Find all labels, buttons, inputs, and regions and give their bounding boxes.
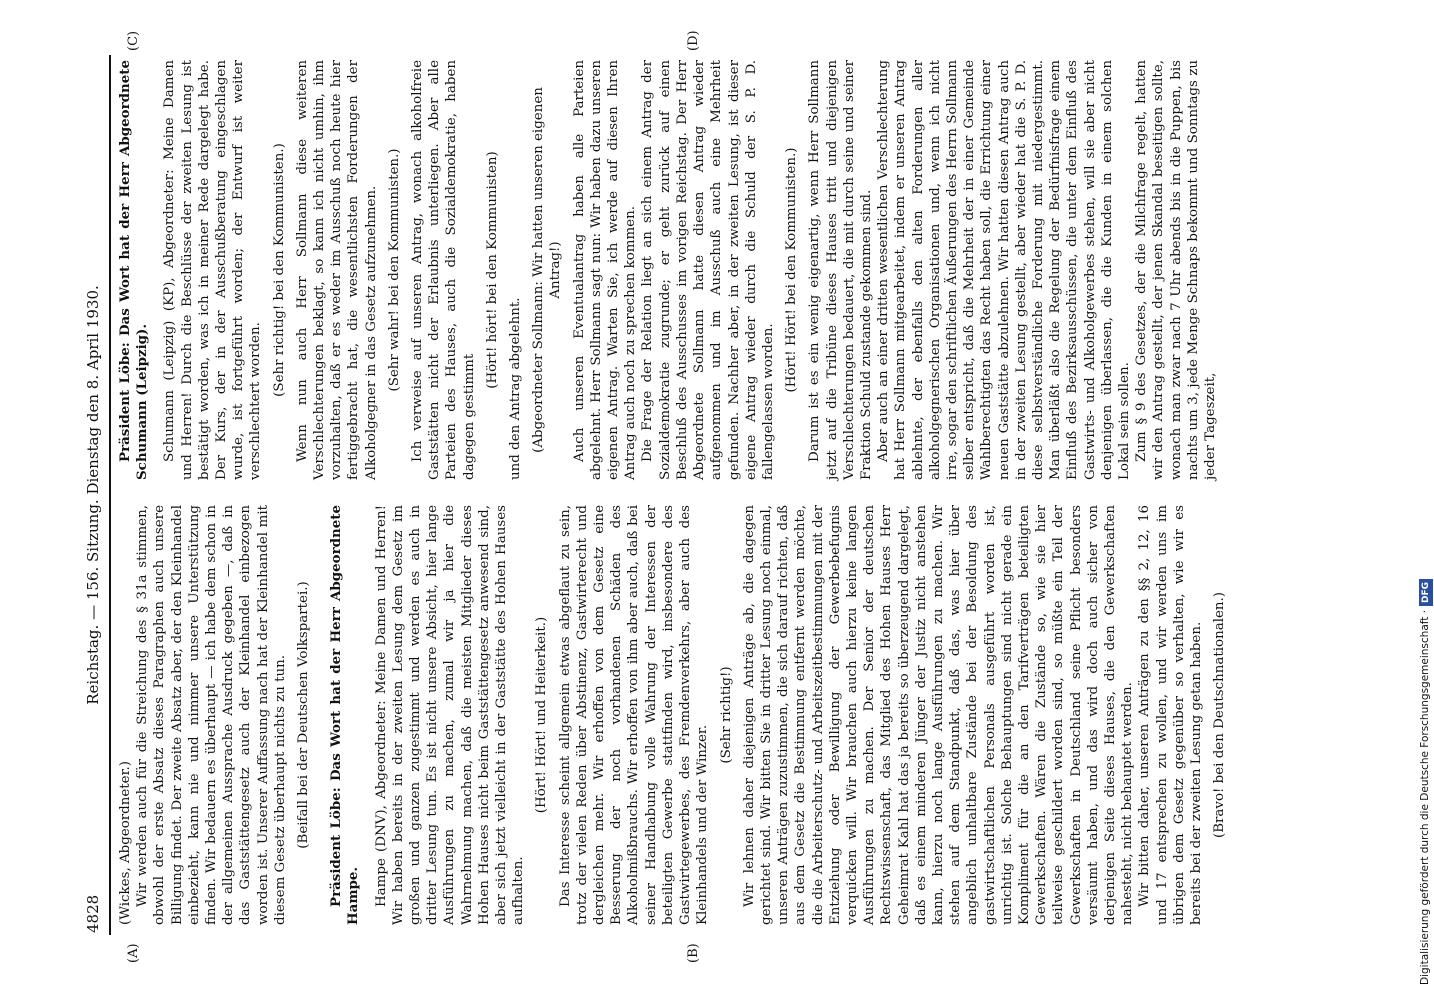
right-p2: Schumann (Leipzig) (KP), Abgeordneter: Meine Damen und Herren! Durch die Beschlüsse der zweiten Lesung ist bestätigt worden, was ich in meiner Rede dargelegt habe. Der Kurs, der in der Ausschußberatung eingeschlagen wurde, ist fortgeführt worden; der Entwurf ist weiter verschlechtert worden. [162,60,264,480]
right-p10: Auch unseren Eventualantrag haben alle Parteien abgelehnt. Herr Sollmann sagt nun: Wir haben dazu unseren eigenen Antrag. Warten Sie, ich werde auf diesen Ihren Antrag auch noch zu sprechen kommen. [571,60,639,480]
right-p5: (Sehr wahr! bei den Kommunisten.) [386,148,402,392]
margin-marker-a: (A) [126,943,141,963]
right-p4: Wenn nun auch Herr Sollmann diese weiteren Verschlechterungen beklagt, so kann ich nicht umhin, ihm vorzuhalten, daß er es weder im Ausschuß noch heute hier fertiggebracht hat, die wesentlichsten Forderungen der Alkoholgegner in das Gesetz aufzunehmen. [294,60,379,480]
right-p12: (Hört! Hört! bei den Kommunisten.) [784,147,800,393]
left-p0: (Wickes, Abgeordneter.) [118,761,133,925]
right-p6: Ich verweise auf unseren Antrag, wonach alkoholfreie Gaststätten nicht der Erlaubnis unterliegen. Aber alle Parteien des Hauses, auch die Sozialdemokratie, haben dagegen gestimmt [410,60,477,480]
margin-marker-d: (D) [686,30,701,51]
page-header [85,55,109,935]
left-p3: Präsident Löbe: Das Wort hat der Herr Abgeordnete Hampe. [328,505,362,925]
dfg-logo: DFG [1419,579,1433,606]
right-column [117,60,1219,480]
page-number: 4828 [84,894,102,933]
left-p6: Das Interesse scheint allgemein etwas abgeflaut zu sein, trotz der vielen Reden über Abstinenz, Gastwirterecht und dergleichen mehr. Wir erhoffen von dem Gesetz eine Besserung der noch vorhandenen Schäden des Alkoholmißbrauchs. Wir erhoffen von ihm aber auch, daß bei seiner Handhabung volle Wahrung der Interessen der beteiligten Gewerbe stattfinden wird, insbesondere des Gastwirtegewerbes, des Fremdenverkehrs, aber auch des Kleinhandels und der Winzer. [557,505,711,925]
header-rule [109,55,111,935]
left-p9: Wir bitten daher, unseren Anträgen zu den §§ 2, 12, 16 und 17 entsprechen zu wollen, und wir werden uns im übrigen dem Gesetz gegenüber so verhalten, wie wir es bereits bei der zweiten Lesung getan haben. [1137,505,1204,925]
left-column [117,505,1234,925]
digitization-credit [1418,15,1432,985]
left-p4: Hampe (DNV), Abgeordneter: Meine Damen und Herren! Wir haben bereits in der zweiten Lesung dem Gesetz im großen und ganzen zugestimmt und werden es auch in dritter Lesung tun. Es ist nicht unsere Absicht, hier lange Ausführungen zu machen, zumal wir ja hier die Wahrnehmung machen, daß die meisten Mitglieder dieses Hohen Hauses nicht beim Gaststättengesetz anwesend sind, aber sich jetzt vielleicht in der Gaststätte des Hohen Hauses aufhalten. [373,505,527,925]
right-p9: (Abgeordneter Sollmann: Wir hatten unseren eigenen Antrag!) [531,87,564,453]
left-p8: Wir lehnen daher diejenigen Anträge ab, die dagegen gerichtet sind. Wir bitten Sie in dritter Lesung noch einmal, unseren Anträgen zuzustimmen, die sich darauf richten, daß aus dem Gesetz die Bestimmung entfernt werden möchte, die die Arbeiterschutz- und Arbeitszeitbestimmungen mit der Entziehung oder Bewilligung der Gewerbebefugnis verquicken will. Wir brauchen auch hierzu keine langen Ausführungen zu machen. Der Senior der deutschen Rechtswissenschaft, das Mitglied des Hohen Hauses Herr Geheimrat Kahl hat das ja bereits so überzeugend dargelegt, daß es einem minderen Jünger der Justiz nicht anstehen kann, hierzu noch lange Ausführungen zu machen. Wir stehen auf dem Standpunkt, daß das, was hier über angeblich unhaltbare Zustände bei der Besoldung des gastwirtschaftlichen Personals ausgeführt worden ist, unrichtig ist. Solche Behauptungen sind nicht gerade ein Kompliment für die an den Tarifverträgen beteiligten Gewerkschaften. Wären die Zustände so, wie sie hier teilweise geschildert worden sind, so müßte ein Teil der Gewerkschaften in Deutschland seine Pflicht besonders versäumt haben, und das wird doch auch sicher von derjenigen Seite dieses Hauses, die den Gewerkschaften nahesteht, nicht behauptet werden. [741,505,1136,925]
right-p8: und den Antrag abgelehnt. [508,297,524,480]
right-p15: Zum § 9 des Gesetzes, der die Milchfrage regelt, hatten wir den Antrag gestellt, der jenen Skandal beseitigen sollte, wonach man zwar nach 7 Uhr abends bis in die Puppen, bis nachts um 3, jede Menge Schnaps bekommt und Sonntags zu jeder Tageszeit, [1134,60,1218,480]
margin-marker-c: (C) [126,30,141,51]
rotated-page [84,30,1415,963]
left-p2: (Beifall bei der Deutschen Volkspartei.) [296,581,312,849]
right-p13: Darum ist es ein wenig eigenartig, wenn Herr Sollmann jetzt auf die Tribüne dieses Hauses tritt und diejenigen Verschlechterungen bedauert, die mit durch seine und seiner Fraktion Schuld zustande gekommen sind. [807,60,874,480]
right-p7: (Hört! hört! bei den Kommunisten) [484,151,500,389]
right-p3: (Sehr richtig! bei den Kommunisten.) [271,143,287,397]
margin-marker-b: (B) [686,943,701,963]
left-p7: (Sehr richtig!) [718,666,734,764]
left-p10: (Bravo! bei den Deutschnationalen.) [1212,591,1228,839]
left-p1: Wir werden auch für die Streichung des § 31a stimmen, obwohl der erste Absatz dieses Paragraphen auch unsere Billigung findet. Der zweite Absatz aber, der den Kleinhandel einbezieht, kann nie und nimmer unsere Unterstützung finden. Wir bedauern es überhaupt — ich habe dem schon in der allgemeinen Aussprache Ausdruck gegeben —, daß in das Gaststättengesetz auch der Kleinhandel einbezogen worden ist. Unserer Auffassung nach hat der Kleinhandel mit diesem Gesetz überhaupt nichts zu tun. [135,505,288,925]
credit-text: Digitalisierung gefördert durch die Deutsche Forschungsgemeinschaft · [1419,609,1431,985]
right-p11: Die Frage der Relation liegt an sich einem Antrag der Sozialdemokratie zugrunde; er geht zurück auf einen Beschluß des Ausschusses im vorigen Reichstag. Der Herr Abgeordnete Sollmann hatte diesen Antrag wieder aufgenommen und im Ausschuß auch eine Mehrheit gefunden. Nachher aber, in der zweiten Lesung, ist dieser eigene Antrag wieder durch die Schuld der S. P. D. fallengelassen worden. [640,60,776,480]
right-p1: Präsident Löbe: Das Wort hat der Herr Abgeordnete Schumann (Leipzig). [117,60,151,480]
right-p14: Aber auch an einer dritten wesentlichen Verschlechterung hat Herr Sollmann mitgearbeitet, indem er unseren Antrag ablehnte, der ebenfalls den alten Forderungen aller alkoholgegnerischen Organisationen und, wenn ich nicht irre, sogar den schriftlichen Äußerungen des Herrn Sollmann selber entspricht, daß die Mehrheit der in einer Gemeinde Wahlberechtigten das Recht haben soll, die Errichtung einer neuen Gaststätte abzulehnen. Wir hatten diesen Antrag auch in der zweiten Lesung gestellt, aber wieder hat die S. P. D. diese selbstverständliche Forderung mit niedergestimmt. Man überläßt also die Regelung der Bedürfnisfrage einem Einfluß des Bezirksausschüssen, die unter dem Einfluß des Gastwirts- und Alkoholgewerbes stehen, will sie aber nicht denjenigen überlassen, die die Kunden in einem solchen Lokal sein sollen. [876,60,1132,480]
page-title: Reichstag. — 156. Sitzung. Dienstag den 8. April 1930. [84,285,102,705]
left-p5: (Hört! Hört! und Heiterkeit.) [534,616,550,814]
